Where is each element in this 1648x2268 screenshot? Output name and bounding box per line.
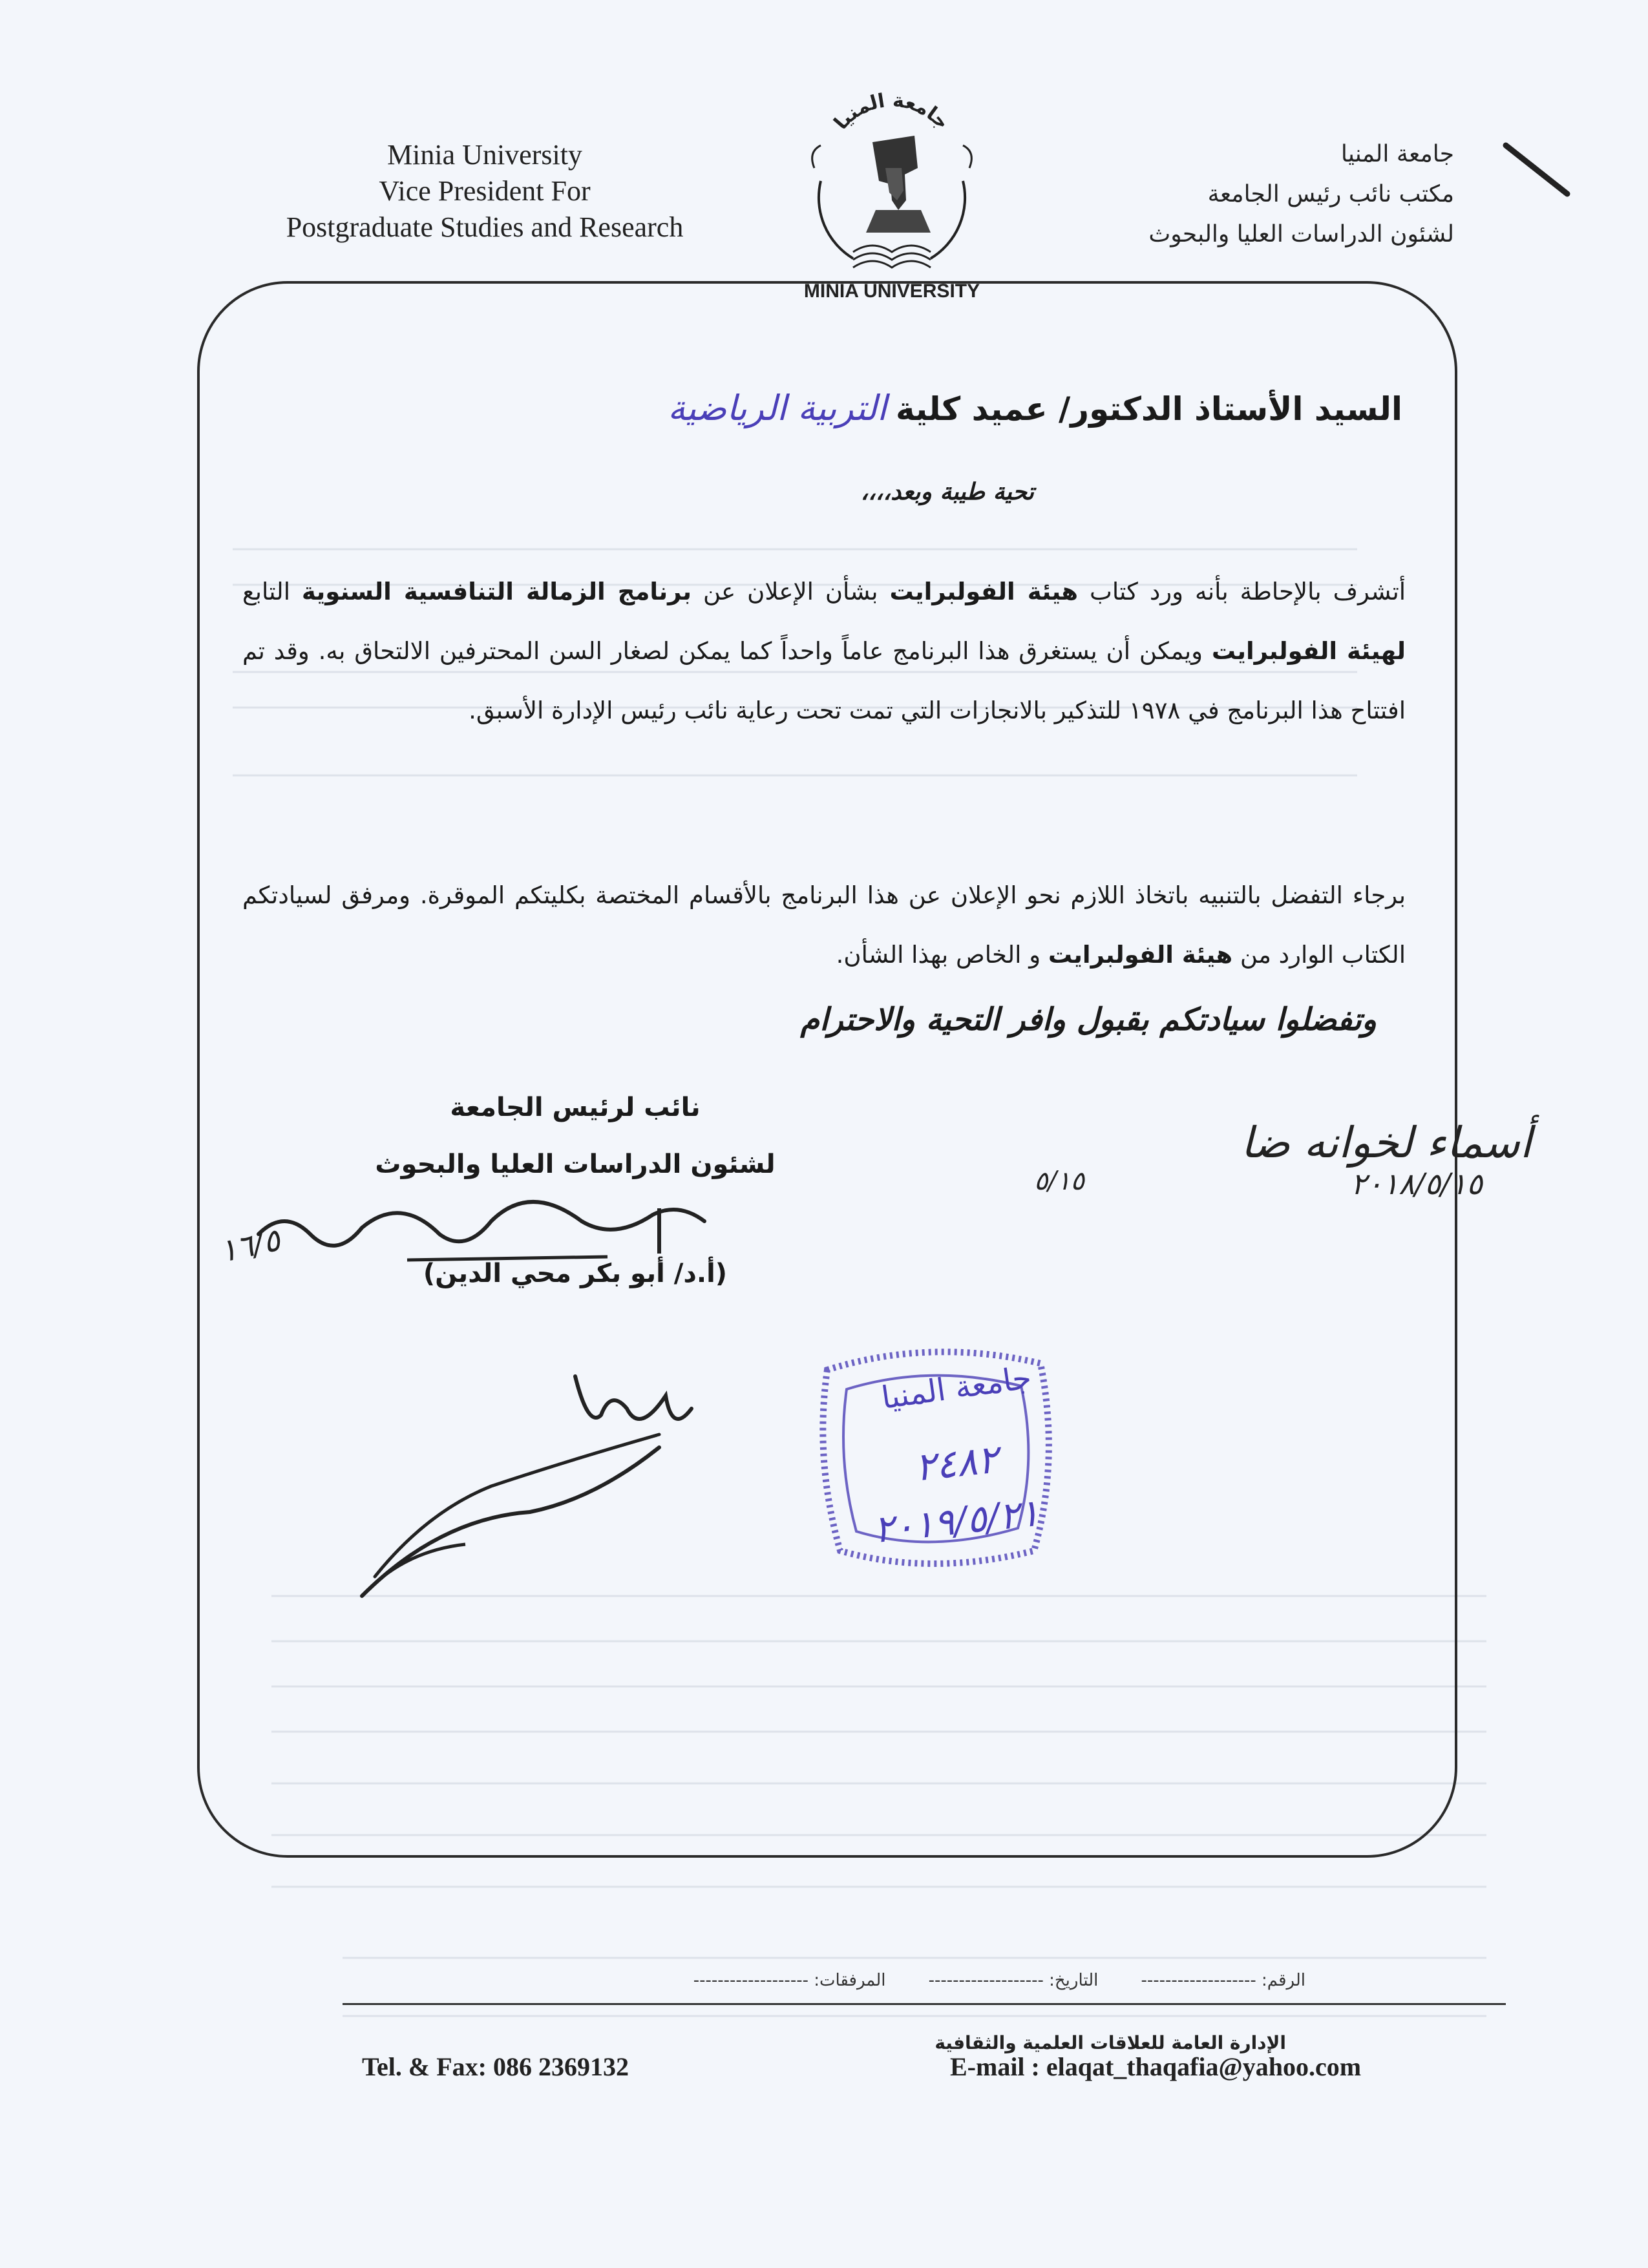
- letter-frame: [197, 281, 1457, 1858]
- p1-text-1: أتشرف بالإحاطة بأنه ورد كتاب: [1078, 578, 1406, 605]
- closing-line: وتفضلوا سيادتكم بقبول وافر التحية والاحترام: [800, 1002, 1377, 1038]
- p2-text-1: برجاء التفضل بالتنبيه باتخاذ اللازم نحو الإعلان عن هذا البرنامج بالأقسام المختصة بكليتكم الموقرة. ومرفق لسيادتكم الكتاب الوارد من: [242, 881, 1406, 969]
- salutation-text: السيد الأستاذ الدكتور/ عميد كلية: [896, 390, 1402, 428]
- signatory-title: [336, 1079, 814, 1193]
- nefertiti-icon: [866, 136, 931, 233]
- p1-bold-1: هيئة الفولبرايت: [889, 578, 1079, 605]
- signature-date: ١٦/٥: [217, 1221, 284, 1270]
- header-en-line-2: Vice President For: [379, 175, 591, 207]
- p1-bold-3: لهيئة الفولبرايت: [1211, 637, 1406, 665]
- header-english: [246, 137, 724, 246]
- email-address: E-mail : elaqat_thaqafia@yahoo.com: [950, 2052, 1362, 2081]
- stamp-date: ٢٠١٩/٥/٢١: [871, 1490, 1042, 1552]
- p1-text-3: التابع: [242, 578, 302, 605]
- salutation-handwritten: التربية الرياضية: [668, 388, 887, 428]
- annotation-names: أسماء لخوانه ضا: [1241, 1118, 1532, 1168]
- telephone-fax: Tel. & Fax: 086 2369132: [362, 2052, 629, 2081]
- header-ar-line-2: مكتب نائب رئيس الجامعة: [1207, 181, 1454, 207]
- pen-mark: [1499, 132, 1577, 204]
- p2-text-2: و الخاص بهذا الشأن.: [836, 941, 1048, 969]
- signatory-title-line-1: نائب لرئيس الجامعة: [450, 1093, 701, 1122]
- signatory-title-line-2: لشئون الدراسات العليا والبحوث: [375, 1150, 776, 1179]
- paragraph-2: [242, 866, 1406, 985]
- p2-bold-1: هيئة الفولبرايت: [1048, 941, 1233, 969]
- salutation: [668, 388, 1402, 428]
- signatory-name: (أ.د/ أبو بكر محي الدين): [423, 1259, 728, 1288]
- header-ar-line-1: جامعة المنيا: [1340, 141, 1454, 167]
- annotation-date-short: ٥/١٥: [1034, 1166, 1084, 1196]
- greeting: تحية طيبة وبعد،،،،: [860, 478, 1034, 505]
- logo-english-text: MINIA UNIVERSITY: [803, 280, 980, 302]
- paragraph-1: [242, 562, 1406, 740]
- department-name: الإدارة العامة للعلاقات العلمية والثقافية: [935, 2032, 1286, 2053]
- open-book-icon: [853, 246, 931, 268]
- university-logo: [795, 71, 989, 310]
- p1-text-2: بشأن الإعلان عن: [692, 578, 890, 605]
- handwritten-initials: [349, 1344, 763, 1615]
- header-en-line-3: Postgraduate Studies and Research: [286, 211, 684, 243]
- footer-divider: [343, 2003, 1506, 2005]
- header-arabic: [1041, 134, 1454, 255]
- reference-line: الرقم: ------------------- التاريخ: ------------------- المرفقات: -------------------: [693, 1971, 1305, 1990]
- header-en-line-1: Minia University: [387, 139, 582, 171]
- logo-arabic-text: جامعة المنيا: [829, 89, 954, 134]
- stamp-number: ٢٤٨٢: [913, 1436, 1000, 1491]
- stamp-label: جامعة المنيا: [879, 1360, 1034, 1416]
- p1-text-4: ويمكن أن يستغرق هذا البرنامج عاماً واحداً كما يمكن لصغار السن المحترفين الالتحاق به. وقد تم افتتاح هذا البرنامج في ١٩٧٨ للتذكير بالانجازات التي تمت تحت رعاية نائب رئيس الإدارة الأسبق.: [242, 637, 1406, 724]
- annotation-date-full: ٢٠١٨/٥/١٥: [1351, 1166, 1483, 1201]
- p1-bold-2: برنامج الزمالة التنافسية السنوية: [301, 578, 692, 605]
- header-ar-line-3: لشئون الدراسات العليا والبحوث: [1148, 221, 1454, 247]
